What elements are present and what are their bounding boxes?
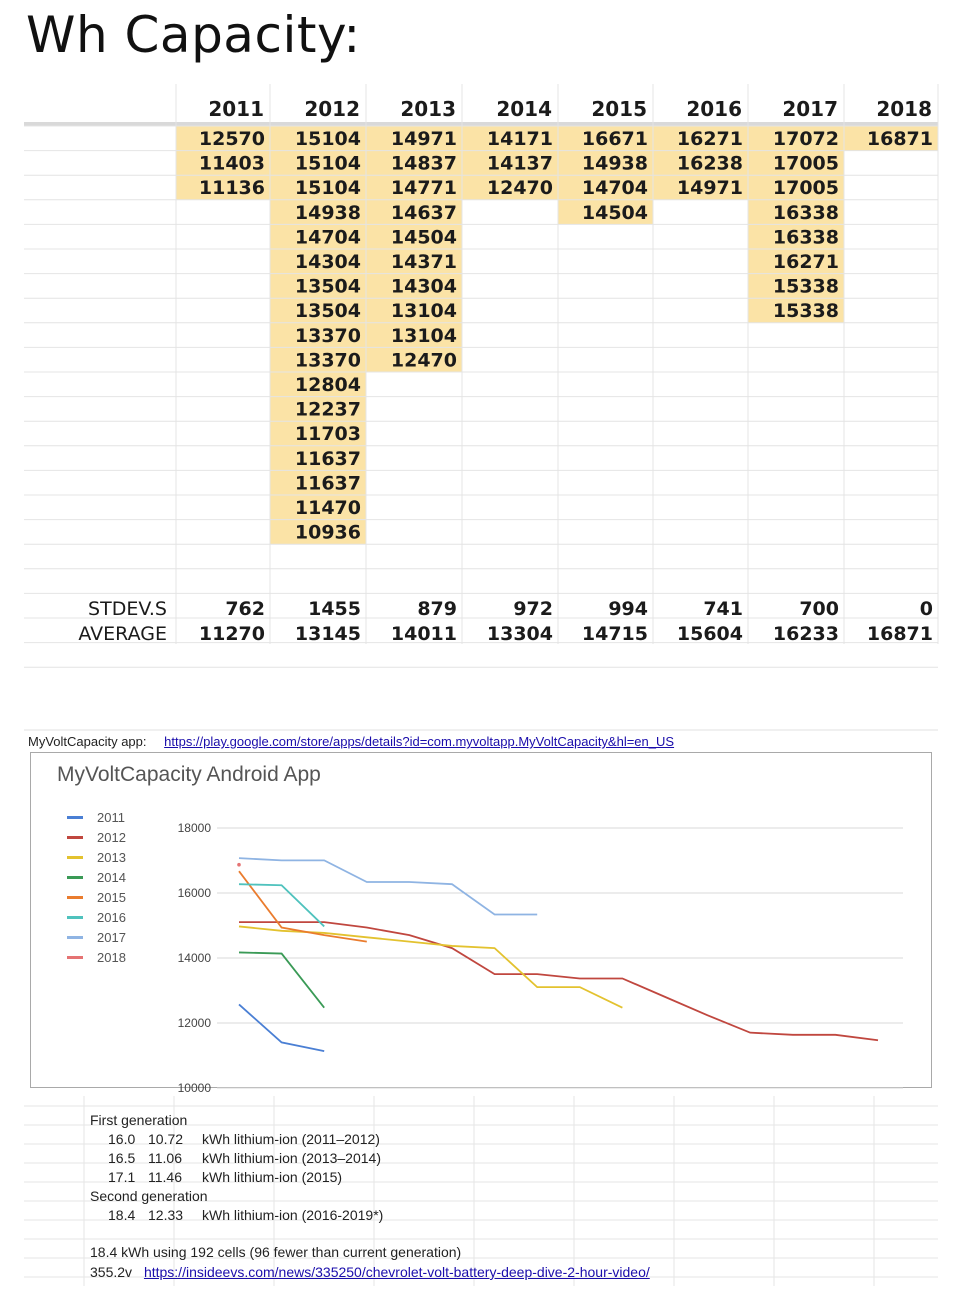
voltage: 355.2v xyxy=(90,1264,133,1280)
y-tick-label: 14000 xyxy=(177,951,211,965)
capacity-cell: 16671 xyxy=(581,128,648,150)
y-tick-label: 10000 xyxy=(177,1081,211,1095)
capacity-cell: 16238 xyxy=(676,152,743,175)
source-link[interactable]: https://insideevs.com/news/335250/chevrolet-volt-battery-deep-dive-2-hour-video/ xyxy=(143,1264,650,1280)
capacity-cell: 16338 xyxy=(772,201,839,224)
usable-capacity: 11.06 xyxy=(148,1150,182,1166)
average-value: 14011 xyxy=(390,623,457,645)
total-capacity: 18.4 xyxy=(108,1207,136,1223)
capacity-cell: 12237 xyxy=(294,398,361,421)
year-header: 2014 xyxy=(496,97,552,121)
chart-container xyxy=(30,752,932,1095)
capacity-cell: 14637 xyxy=(390,201,457,224)
battery-description: kWh lithium-ion (2013–2014) xyxy=(202,1150,381,1166)
legend-label: 2013 xyxy=(97,849,126,865)
capacity-cell: 14504 xyxy=(390,226,457,249)
average-value: 16233 xyxy=(772,623,839,645)
capacity-cell: 13504 xyxy=(294,300,361,323)
capacity-cell: 15104 xyxy=(294,177,361,200)
year-header: 2017 xyxy=(782,97,838,121)
capacity-cell: 16871 xyxy=(866,128,933,150)
capacity-cell: 14938 xyxy=(294,201,361,224)
capacity-cell: 11637 xyxy=(294,472,361,495)
capacity-cell: 15338 xyxy=(772,275,839,298)
capacity-cell: 14304 xyxy=(294,251,361,273)
year-header: 2011 xyxy=(208,97,264,121)
capacity-cell: 15104 xyxy=(294,152,361,175)
header-divider xyxy=(24,122,938,126)
table-grid xyxy=(24,84,940,644)
source-line xyxy=(90,1264,650,1280)
capacity-cell: 11637 xyxy=(294,447,361,470)
y-tick-label: 16000 xyxy=(177,886,211,900)
series-line-2016 xyxy=(239,884,324,926)
stdev-value: 879 xyxy=(417,598,457,620)
year-header: 2012 xyxy=(304,97,360,121)
stdev-value: 994 xyxy=(608,598,648,620)
capacity-cell: 12804 xyxy=(294,374,361,396)
capacity-cell: 14771 xyxy=(390,177,457,200)
average-value: 16871 xyxy=(866,623,933,645)
usable-capacity: 10.72 xyxy=(148,1131,184,1147)
capacity-cell: 13104 xyxy=(390,324,457,347)
year-header: 2013 xyxy=(400,97,456,121)
series-point-2018 xyxy=(237,863,241,867)
capacity-cell: 12570 xyxy=(198,128,265,150)
legend-label: 2012 xyxy=(97,829,126,845)
capacity-cell: 16271 xyxy=(676,128,743,150)
legend-label: 2011 xyxy=(97,809,125,825)
capacity-cell: 14704 xyxy=(581,177,648,200)
average-label: AVERAGE xyxy=(78,623,167,645)
capacity-cell: 13370 xyxy=(294,349,361,372)
legend-label: 2015 xyxy=(97,889,126,905)
capacity-cell: 14504 xyxy=(581,201,648,224)
cells-line: 18.4 kWh using 192 cells (96 fewer than current generation) xyxy=(90,1244,462,1260)
average-value: 15604 xyxy=(676,623,743,645)
legend-label: 2018 xyxy=(97,949,126,965)
stdev-value: 972 xyxy=(513,598,553,620)
stdev-value: 1455 xyxy=(308,598,361,620)
legend-label: 2014 xyxy=(97,869,126,885)
legend-label: 2017 xyxy=(97,929,126,945)
capacity-cell: 14971 xyxy=(390,128,457,150)
y-tick-label: 18000 xyxy=(177,821,211,835)
chart-sheet xyxy=(24,726,940,1286)
year-header: 2015 xyxy=(591,97,647,121)
capacity-cell: 12470 xyxy=(486,177,553,200)
gen1-label: First generation xyxy=(90,1112,188,1128)
total-capacity: 16.5 xyxy=(108,1150,136,1166)
capacity-cell: 10936 xyxy=(294,521,361,544)
stdev-value: 762 xyxy=(225,598,265,620)
usable-capacity: 11.46 xyxy=(148,1169,182,1185)
capacity-cell: 13370 xyxy=(294,324,361,347)
battery-description: kWh lithium-ion (2015) xyxy=(202,1169,343,1185)
capacity-cell: 13504 xyxy=(294,275,361,298)
series-line-2013 xyxy=(239,926,622,1007)
capacity-cell: 17005 xyxy=(772,152,839,175)
capacity-cell: 11403 xyxy=(198,152,265,175)
average-value: 11270 xyxy=(198,623,265,645)
stdev-value: 741 xyxy=(703,598,743,620)
capacity-cell: 14171 xyxy=(486,128,553,150)
year-header: 2018 xyxy=(876,97,932,121)
capacity-cell: 12470 xyxy=(390,349,457,372)
gen2-label: Second generation xyxy=(90,1188,208,1204)
average-value: 14715 xyxy=(581,623,648,645)
battery-description: kWh lithium-ion (2016-2019*) xyxy=(202,1207,384,1223)
year-header: 2016 xyxy=(686,97,742,121)
app-label: MyVoltCapacity app: xyxy=(28,734,147,749)
capacity-cell: 13104 xyxy=(390,300,457,323)
total-capacity: 16.0 xyxy=(108,1131,136,1147)
capacity-cell: 14837 xyxy=(390,152,457,175)
capacity-cell: 14304 xyxy=(390,275,457,298)
battery-description: kWh lithium-ion (2011–2012) xyxy=(202,1131,380,1147)
average-value: 13304 xyxy=(486,623,553,645)
capacity-cell: 14704 xyxy=(294,226,361,249)
capacity-cell: 16271 xyxy=(772,251,839,273)
capacity-cell: 17005 xyxy=(772,177,839,200)
capacity-cell: 15338 xyxy=(772,300,839,323)
capacity-cell: 11703 xyxy=(294,423,361,446)
chart-plot xyxy=(31,753,931,1095)
capacity-cell: 17072 xyxy=(772,128,839,150)
capacity-cell: 11470 xyxy=(294,497,361,519)
capacity-cell: 16338 xyxy=(772,226,839,249)
series-line-2011 xyxy=(239,1004,324,1051)
stdev-value: 0 xyxy=(919,598,933,620)
y-tick-label: 12000 xyxy=(177,1016,211,1030)
capacity-table xyxy=(24,84,940,644)
page-title: Wh Capacity: xyxy=(26,6,361,64)
capacity-cell: 14971 xyxy=(676,177,743,200)
capacity-cell: 14938 xyxy=(581,152,648,175)
total-capacity: 17.1 xyxy=(108,1169,136,1185)
series-line-2014 xyxy=(239,952,324,1007)
stdev-label: STDEV.S xyxy=(88,598,167,620)
app-link[interactable]: https://play.google.com/store/apps/details?id=com.myvoltapp.MyVoltCapacity&hl=en_US xyxy=(164,734,675,749)
capacity-cell: 11136 xyxy=(198,177,265,200)
chart-title: MyVoltCapacity Android App xyxy=(57,763,321,786)
usable-capacity: 12.33 xyxy=(148,1207,184,1223)
capacity-cell: 15104 xyxy=(294,128,361,150)
legend-label: 2016 xyxy=(97,909,126,925)
average-value: 13145 xyxy=(294,623,361,645)
capacity-cell: 14371 xyxy=(390,251,457,273)
capacity-cell: 14137 xyxy=(486,152,553,175)
stdev-value: 700 xyxy=(799,598,839,620)
app-line xyxy=(28,734,674,749)
